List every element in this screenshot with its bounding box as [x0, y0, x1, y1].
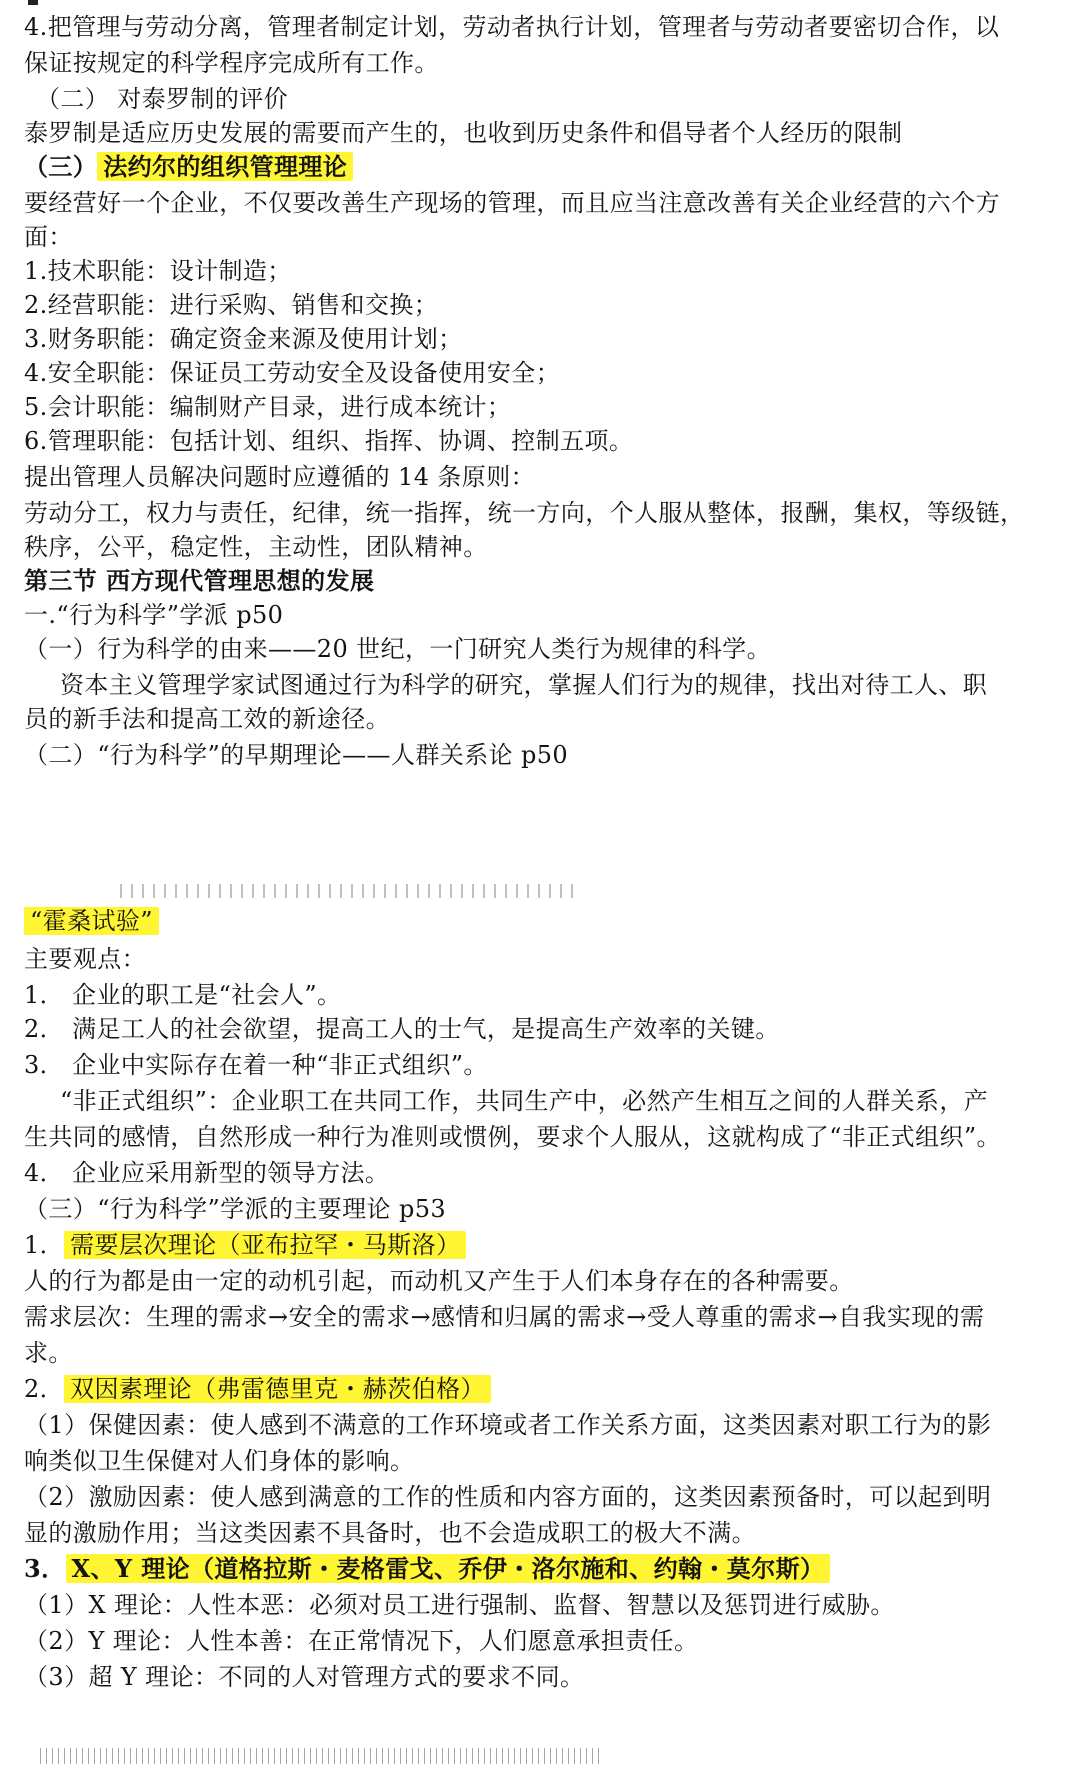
text-line: （二）“行为科学”的早期理论——人群关系论 p50: [24, 741, 569, 769]
text-line: 泰罗制是适应历史发展的需要而产生的，也收到历史条件和倡导者个人经历的限制: [24, 119, 903, 147]
highlighted-heading-hawthorne: [24, 902, 1064, 940]
highlighted-heading-maslow: [24, 1226, 1064, 1264]
text-line: 求。: [24, 1339, 73, 1367]
list-item: 2.经营职能：进行采购、销售和交换；: [24, 291, 439, 319]
list-item: 5.会计职能：编制财产目录，进行成本统计；: [24, 393, 512, 421]
text-line: 要经营好一个企业，不仅要改善生产现场的管理，而且应当注意改善有关企业经营的六个方: [24, 189, 1000, 217]
text-line: 提出管理人员解决问题时应遵循的 14 条原则：: [24, 463, 535, 491]
heading-highlight: X、Y 理论（道格拉斯・麦格雷戈、乔伊・洛尔施和、约翰・莫尔斯）: [66, 1554, 831, 1583]
text-line: 响类似卫生保健对人们身体的影响。: [24, 1447, 415, 1475]
text-line: 劳动分工，权力与责任，纪律，统一指挥，统一方向，个人服从整体，报酬，集权，等级链，: [24, 499, 1025, 527]
list-item: 3.财务职能：确定资金来源及使用计划；: [24, 325, 463, 353]
list-item: 4.安全职能：保证员工劳动安全及设备使用安全；: [24, 359, 561, 387]
text-line: （1）X 理论：人性本恶：必须对员工进行强制、监督、智慧以及惩罚进行威胁。: [24, 1591, 895, 1619]
heading-highlight: “霍桑试验”: [24, 907, 159, 935]
text-line: 生共同的感情，自然形成一种行为准则或惯例，要求个人服从，这就构成了“非正式组织”。: [24, 1123, 1001, 1151]
list-item: 6.管理职能：包括计划、组织、指挥、协调、控制五项。: [24, 427, 634, 455]
heading-prefix: 2．: [24, 1375, 65, 1403]
text-line: 4.把管理与劳动分离，管理者制定计划，劳动者执行计划，管理者与劳动者要密切合作，以: [24, 13, 1000, 41]
text-line: 资本主义管理学家试图通过行为科学的研究，掌握人们行为的规律，找出对待工人、职: [60, 671, 988, 699]
scan-artifact: [120, 884, 580, 898]
text-line: 主要观点：: [24, 945, 146, 973]
section-heading: 第三节 西方现代管理思想的发展: [24, 566, 375, 595]
text-line: 秩序，公平，稳定性，主动性，团队精神。: [24, 533, 488, 561]
list-item: 4． 企业应采用新型的领导方法。: [24, 1159, 390, 1187]
list-item: 1． 企业的职工是“社会人”。: [24, 981, 342, 1009]
heading-highlight: 双因素理论（弗雷德里克・赫茨伯格）: [64, 1375, 491, 1403]
heading-highlight: 需要层次理论（亚布拉罕・马斯洛）: [64, 1231, 466, 1259]
text-line: （2）Y 理论：人性本善：在正常情况下，人们愿意承担责任。: [24, 1627, 699, 1655]
text-line: 需求层次：生理的需求→安全的需求→感情和归属的需求→受人尊重的需求→自我实现的需: [24, 1303, 985, 1331]
text-line: 保证按规定的科学程序完成所有工作。: [24, 49, 439, 77]
text-line: （2）激励因素：使人感到满意的工作的性质和内容方面的，这类因素预备时，可以起到明: [24, 1483, 992, 1511]
heading-prefix: 1．: [24, 1231, 65, 1259]
text-line: 面：: [24, 223, 73, 251]
heading-prefix: （三）: [24, 152, 98, 181]
text-line: 人的行为都是由一定的动机引起，而动机又产生于人们本身存在的各种需要。: [24, 1267, 854, 1295]
highlighted-heading-herzberg: [24, 1370, 1064, 1408]
text-line: 显的激励作用；当这类因素不具备时，也不会造成职工的极大不满。: [24, 1519, 756, 1547]
scan-mark: [28, 0, 38, 5]
heading-highlight: 法约尔的组织管理理论: [97, 152, 353, 181]
highlighted-heading-fayol: [24, 148, 1064, 186]
list-item: 3． 企业中实际存在着一种“非正式组织”。: [24, 1051, 488, 1079]
section-subheading: （二） 对泰罗制的评价: [36, 85, 289, 113]
text-line: 一.“行为科学”学派 p50: [24, 601, 284, 629]
scan-artifact: [40, 1748, 600, 1764]
text-line: （1）保健因素：使人感到不满意的工作环境或者工作关系方面，这类因素对职工行为的影: [24, 1411, 992, 1439]
list-item: 2． 满足工人的社会欲望，提高工人的士气，是提高生产效率的关键。: [24, 1015, 780, 1043]
text-line: （一）行为科学的由来——20 世纪，一门研究人类行为规律的科学。: [24, 635, 771, 663]
heading-prefix: 3．: [24, 1554, 66, 1583]
highlighted-heading-xy: [24, 1550, 1064, 1588]
text-line: “非正式组织”：企业职工在共同工作，共同生产中，必然产生相互之间的人群关系，产: [60, 1087, 989, 1115]
list-item: 1.技术职能：设计制造；: [24, 257, 292, 285]
text-line: 员的新手法和提高工效的新途径。: [24, 705, 390, 733]
text-line: （三）“行为科学”学派的主要理论 p53: [24, 1195, 447, 1223]
text-line: （3）超 Y 理论：不同的人对管理方式的要求不同。: [24, 1663, 585, 1691]
